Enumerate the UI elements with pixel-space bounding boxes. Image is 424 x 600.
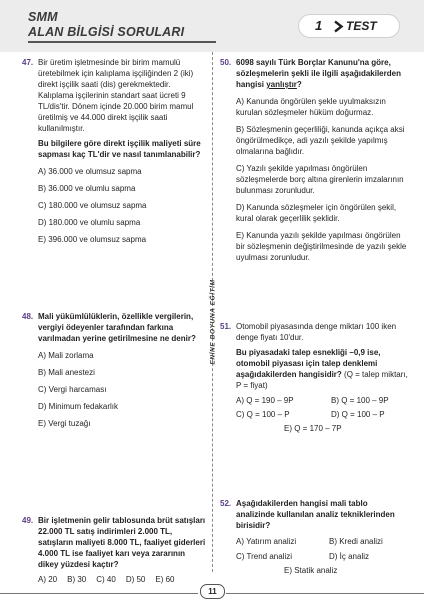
option-e[interactable]: E) Statik analiz: [284, 566, 338, 575]
question-text: [236, 57, 408, 90]
question-number: 49.: [22, 516, 34, 525]
question-emphasis: yanlıştır: [266, 80, 297, 89]
option-e[interactable]: E) 60: [155, 575, 175, 584]
question-number: 48.: [22, 312, 34, 321]
option-e[interactable]: E) Q = 170 – 7P: [284, 424, 342, 433]
test-badge: [298, 14, 400, 38]
option-d[interactable]: D) Q = 100 – P: [331, 410, 385, 419]
question-50: [220, 57, 408, 269]
option-c[interactable]: C) 180.000 ve olumsuz sapma: [38, 201, 147, 210]
header-underline: [28, 41, 216, 43]
question-49: [22, 515, 206, 585]
option-e[interactable]: E) Kanunda yazılı şekilde yapılması öngörülen bir sözleşmenin değiştirilmesinde de yazılı şekle uyulması zorunludur.: [236, 231, 407, 262]
option-d[interactable]: D) Minimum fedakarlık: [38, 402, 119, 411]
question-51: [220, 321, 408, 434]
option-list: [236, 96, 408, 263]
option-e[interactable]: E) 396.000 ve olumsuz sapma: [38, 235, 147, 244]
option-b[interactable]: B) Kredi analizi: [329, 537, 383, 546]
option-b[interactable]: B) Mali anestezi: [38, 368, 95, 377]
option-a[interactable]: A) Kanunda öngörülen şekle uyulmaksızın kurulan sözleşmeler hüküm doğurmaz.: [236, 97, 386, 117]
option-b[interactable]: B) Q = 100 – 9P: [331, 396, 389, 405]
question-stem: Bir üretim işletmesinde bir birim mamulü üretebilmek için kalıplama işçiliğinden 2 (iki) direkt işçilik saati (dis) gerekmektedir. Kalıplama işçilerinin standart saat ücreti 9 TL/dis'tir. Dönem içinde 20.000 birim mamul üretilmiş ve 44.000 direkt işçilik saati kullanılmıştır.: [38, 58, 194, 133]
header-title-line2: ALAN BİLGİSİ SORULARI: [28, 25, 185, 39]
option-list: [38, 350, 206, 429]
option-list: [236, 395, 408, 420]
question-text-main: Bu piyasadaki talep esnekliği –0,9 ise, otomobil piyasası için talep denklemi aşağıdakilerden hangisidir?: [236, 348, 381, 379]
question-number: 52.: [220, 499, 232, 508]
option-c[interactable]: C) Trend analizi: [236, 552, 293, 561]
page-number: 11: [200, 584, 225, 599]
option-d[interactable]: D) Kanunda sözleşmeler için öngörülen şekil, kural olarak geçerlilik şeklidir.: [236, 203, 397, 223]
question-note: (Q = talep miktarı, P = fiyat): [236, 370, 408, 390]
question-text-part2: ?: [296, 80, 302, 89]
question-stem: Otomobil piyasasında denge miktarı 100 iken denge fiyatı 10'dur.: [236, 322, 397, 342]
question-48: [22, 311, 206, 435]
header-title-line1: SMM: [28, 10, 58, 24]
option-a[interactable]: A) Yatırım analizi: [236, 537, 297, 546]
question-number: 47.: [22, 58, 34, 67]
question-text: Bir işletmenin gelir tablosunda brüt satışları 22.000 TL satış indirimleri 2.000 TL, satışların maliyeti 8.000 TL, faaliyet giderleri 4.000 TL ise faaliyet karı veya zararının dikey yüzdesi kaçtır?: [38, 516, 206, 569]
vertical-brand-label: ENİNE BOYUNA EĞİTİM: [209, 279, 217, 365]
chevron-right-icon: [333, 20, 344, 33]
question-number: 50.: [220, 58, 232, 67]
option-list: [236, 536, 408, 562]
option-b[interactable]: B) 30: [67, 575, 87, 584]
question-text-part1: 6098 sayılı Türk Borçlar Kanunu'na göre, sözleşmelerin şekli ile ilgili aşağıdakilerden hangisi: [236, 58, 401, 89]
option-c[interactable]: C) Vergi harcaması: [38, 385, 107, 394]
option-c[interactable]: C) Q = 100 – P: [236, 410, 290, 419]
footer-rule-right: [226, 593, 424, 594]
option-c[interactable]: C) Yazılı şekilde yapılması öngörülen sözleşmelerde borç altına girenlerin imzalarının bulunması zorunludur.: [236, 164, 404, 195]
option-list: [38, 166, 206, 245]
option-b[interactable]: B) Sözleşmenin geçerliliği, kanunda açıkça aksi öngörülmedikçe, adi yazılı şekilde yapılmış olmalarına bağlıdır.: [236, 125, 405, 156]
test-number: 1: [315, 18, 323, 33]
question-52: [220, 498, 408, 576]
option-a[interactable]: A) 20: [38, 575, 58, 584]
option-c[interactable]: C) 40: [96, 575, 116, 584]
test-label: TEST: [346, 19, 377, 33]
option-b[interactable]: B) 36.000 ve olumlu sapma: [38, 184, 136, 193]
question-text: Bu bilgilere göre direkt işçilik maliyeti süre sapması kaç TL'dir ve nasıl tanımlanabilir?: [38, 139, 201, 159]
question-number: 51.: [220, 322, 232, 331]
question-text: [236, 347, 408, 391]
question-47: [22, 57, 206, 251]
option-d[interactable]: D) İç analiz: [329, 552, 370, 561]
option-a[interactable]: A) 36.000 ve olumsuz sapma: [38, 167, 142, 176]
question-text: Aşağıdakilerden hangisi mali tablo analizinde kullanılan analiz tekniklerinden birisidir?: [236, 499, 395, 530]
question-text: Mali yükümlülüklerin, özellikle vergilerin, vergiyi ödeyenler tarafından farkına varılmadan yerine getirilmesine ne denir?: [38, 312, 196, 343]
option-a[interactable]: A) Q = 190 – 9P: [236, 396, 294, 405]
footer-rule-left: [0, 593, 198, 594]
option-d[interactable]: D) 180.000 ve olumlu sapma: [38, 218, 141, 227]
option-e[interactable]: E) Vergi tuzağı: [38, 419, 91, 428]
option-list: [38, 574, 206, 585]
option-a[interactable]: A) Mali zorlama: [38, 351, 94, 360]
option-d[interactable]: D) 50: [125, 575, 146, 584]
